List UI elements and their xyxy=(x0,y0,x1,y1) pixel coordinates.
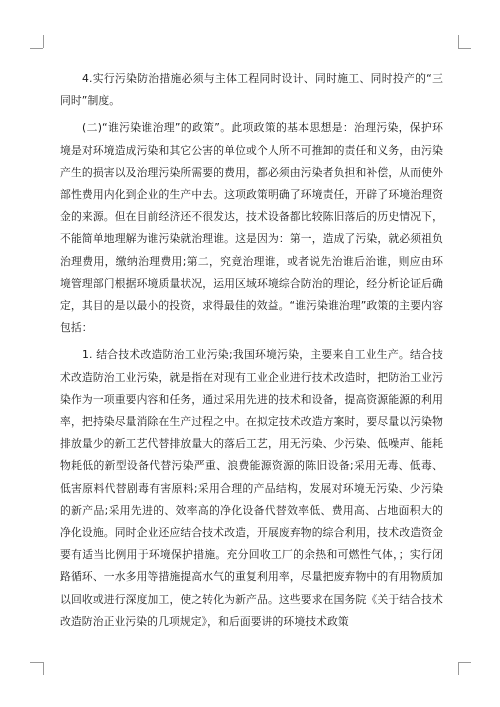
paragraph-technical-transformation: 1. 结合技术改造防治工业污染;我国环境污染，主要来自工业生产。结合技术改造防治工业污染，就是指在对现有工业企业进行技术改造时，把防治工业污染作为一项重要内容和任务，通过采用先进的技术和设备，提高资源能源的利用率，把持染尽量消除在生产过程之中。在拟定技术改造方案时，要尽量以污染物排放量少的新工艺代替排放量大的落后工艺，用无污染、少污染、低噪声、能耗物耗低的新型设备代替污染严重、浪费能源资源的陈旧设备;采用无毒、低毒、低害原料代替剧毒有害原料;采用合理的产品结构，发展对环境无污染、少污染的新产品;采用先进的、效率高的净化设备代替效率低、费用高、占地面积大的净化设施。同时企业还应结合技术改造，开展废弃物的综合利用，技术改造资金要有适当比例用于环境保护措施。充分回收工厂的余热和可燃性气体，；实行闭路循环、一水多用等措施提高水气的重复利用率，尽量把废弃物中的有用物质加以回收或进行深度加工，使之转化为新产品。这些要求在国务院《关于结合技术改造防治正业污染的几项规定》，和后面要讲的环境技术政策 xyxy=(60,348,443,628)
paragraph-polluter-pays-policy: (二)“谁污染谁治理”的政策”。此项政策的基本思想是：治理污染，保护环境是对环境造成污染和其它公害的单位或个人所不可推卸的责任和义务，由污染产生的损害以及治理污染所需要的费用，都必须由污染者负担和补偿，从而使外部性费用内化到企业的生产中去。这项政策明确了环境责任，开辟了环境治理资金的来源。但在目前经济还不很发达，技术设备都比较陈旧落后的历史情况下，不能简单地理解为谁污染就治理谁。这是因为：第一，造成了污染，就必须祖负治理费用，缴纳治理费用;第二，究竟治理谁，或者说先治谁后治谁，则应由环境管理部门根据环境质量状况，运用区域环境综合防治的理论，经分析论证后确定，其目的是以最小的投资，求得最佳的效益。“谁污染谁治理”政策的主要内容包括： xyxy=(60,121,443,335)
document-body xyxy=(60,68,443,633)
paragraph-three-simultaneous-system: 4.实行污染防治措施必须与主体工程同时设计、同时施工、同时投产的“三同时”制度。 xyxy=(60,72,443,108)
